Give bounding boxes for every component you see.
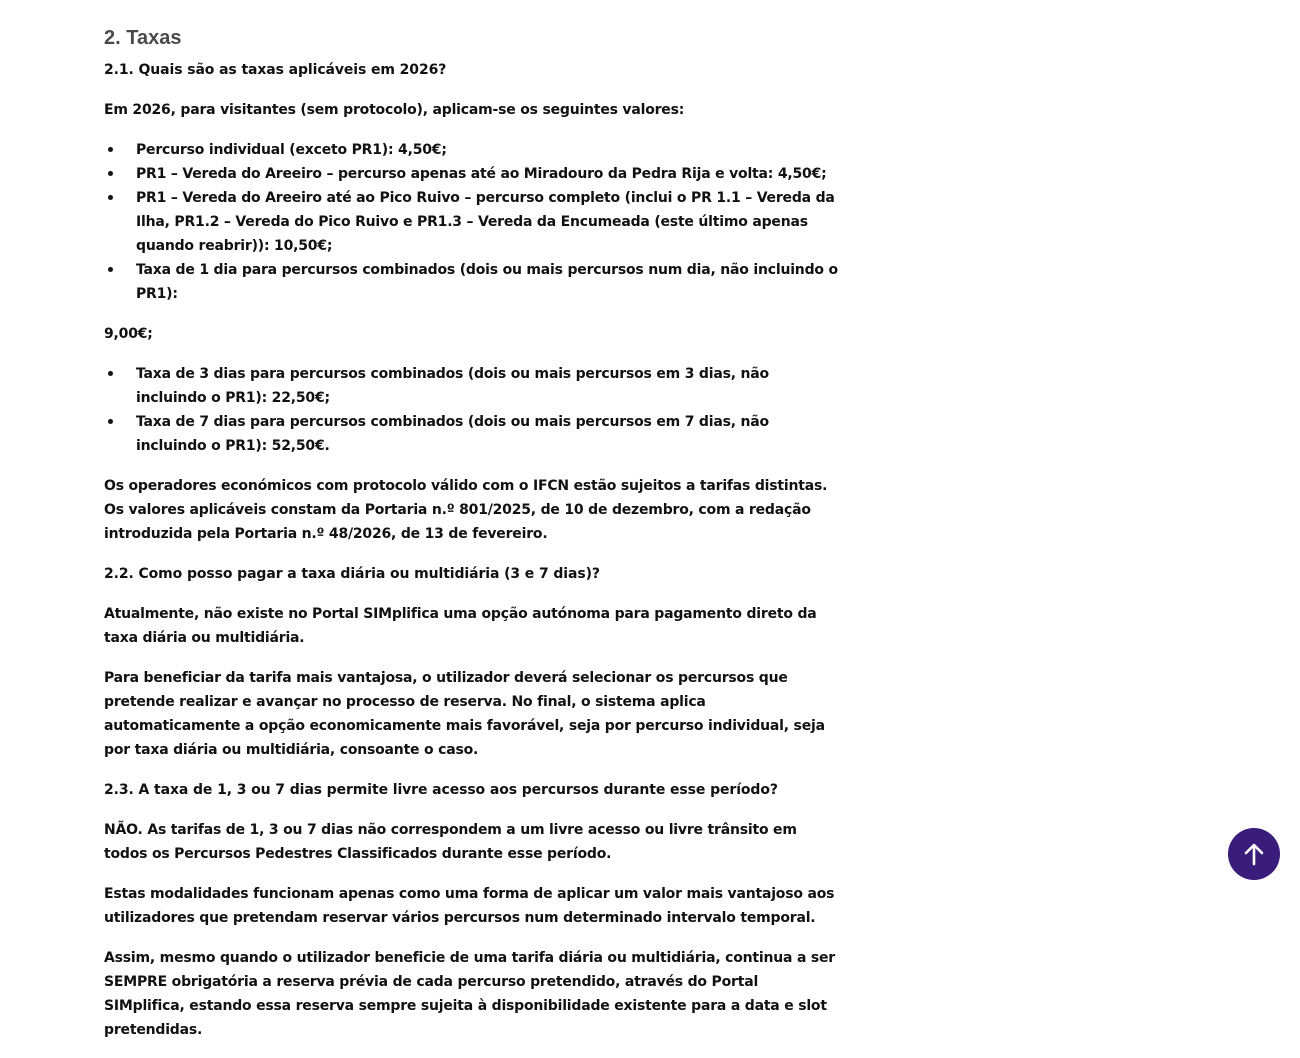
list-item: PR1 – Vereda do Areeiro – percurso apenas até ao Miradouro da Pedra Rija e volta: 4,50€;	[136, 162, 839, 186]
list-item: Taxa de 3 dias para percursos combinados (dois ou mais percursos em 3 dias, não incluindo o PR1): 22,50€;	[136, 362, 839, 410]
operators-note: Os operadores económicos com protocolo válido com o IFCN estão sujeitos a tarifas distintas. Os valores aplicáveis constam da Portaria n.º 801/2025, de 10 de dezembro, com a redação introduzida pela Portaria n.º 48/2026, de 13 de fevereiro.	[104, 478, 828, 542]
section-title: 2. Taxas	[104, 27, 182, 49]
fees-intro: Em 2026, para visitantes (sem protocolo), aplicam-se os seguintes valores:	[104, 102, 685, 118]
answer-2-3-paragraph-3: Assim, mesmo quando o utilizador beneficie de uma tarifa diária ou multidiária, continua a ser SEMPRE obrigatória a reserva prévia de cada percurso pretendido, através do Portal SIMplifica, estando essa reserva sempre sujeita à disponibilidade existente para a data e slot pretendidas.	[104, 950, 836, 1038]
answer-2-3-paragraph-1: NÃO. As tarifas de 1, 3 ou 7 dias não correspondem a um livre acesso ou livre trânsito em todos os Percursos Pedestres Classificados durante esse período.	[104, 822, 797, 862]
question-2-2-heading: 2.2. Como posso pagar a taxa diária ou multidiária (3 e 7 dias)?	[104, 566, 600, 582]
list-item: Percurso individual (exceto PR1): 4,50€;	[136, 138, 839, 162]
answer-2-2-paragraph-2: Para beneficiar da tarifa mais vantajosa, o utilizador deverá selecionar os percursos que pretende realizar e avançar no processo de reserva. No final, o sistema aplica automaticamente a opção economicamente mais favorável, seja por percurso individual, seja por taxa diária ou multidiária, consoante o caso.	[104, 670, 825, 758]
question-2-1-heading: 2.1. Quais são as taxas aplicáveis em 2026?	[104, 62, 447, 78]
list-item: PR1 – Vereda do Areeiro até ao Pico Ruivo – percurso completo (inclui o PR 1.1 – Vereda da Ilha, PR1.2 – Vereda do Pico Ruivo e PR1.3 – Vereda da Encumeada (este último apenas quando reabrir)): 10,50€;	[136, 186, 839, 258]
faq-content	[104, 24, 839, 1058]
list-item: Taxa de 7 dias para percursos combinados (dois ou mais percursos em 7 dias, não incluindo o PR1): 52,50€.	[136, 410, 839, 458]
list-item: Taxa de 1 dia para percursos combinados (dois ou mais percursos num dia, não incluindo o PR1):	[136, 258, 839, 306]
arrow-up-icon	[1243, 842, 1265, 866]
one-day-fee-value: 9,00€;	[104, 326, 153, 342]
question-2-3-heading: 2.3. A taxa de 1, 3 ou 7 dias permite livre acesso aos percursos durante esse período?	[104, 782, 778, 798]
answer-2-3-paragraph-2: Estas modalidades funcionam apenas como uma forma de aplicar um valor mais vantajoso aos utilizadores que pretendam reservar vários percursos num determinado intervalo temporal.	[104, 886, 835, 926]
answer-2-2-paragraph-1: Atualmente, não existe no Portal SIMplifica uma opção autónoma para pagamento direto da taxa diária ou multidiária.	[104, 606, 817, 646]
fees-list-a	[104, 138, 839, 306]
back-to-top-button[interactable]	[1228, 828, 1280, 880]
fees-list-b	[104, 362, 839, 458]
